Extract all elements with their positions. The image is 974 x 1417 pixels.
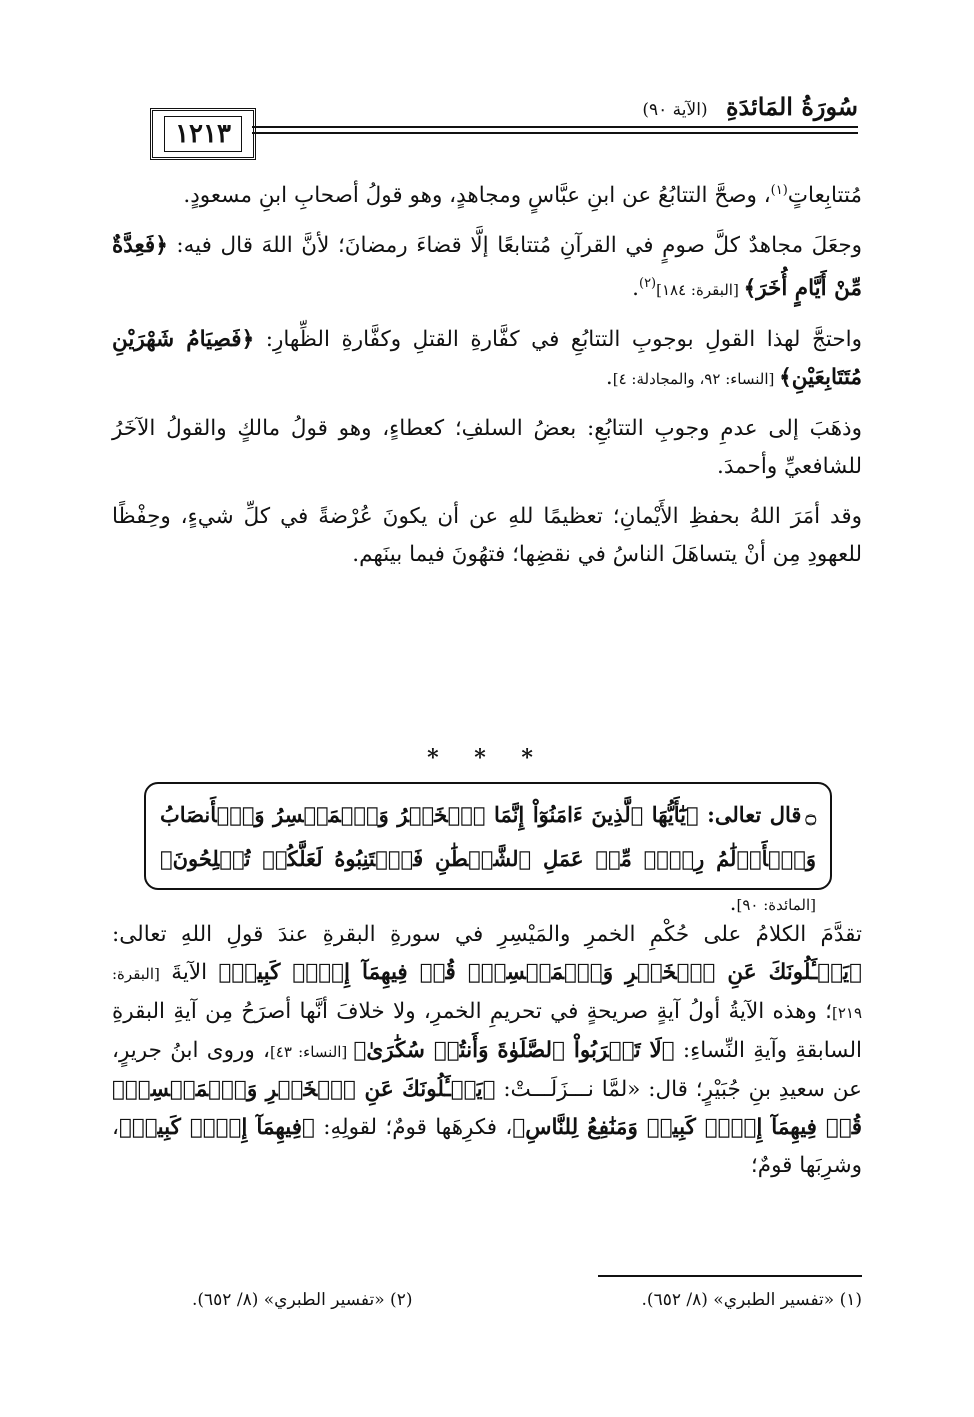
citation: [البقرة: ٢١٩] [112, 965, 862, 1022]
text: مُتتابِعاتٍ [787, 183, 862, 209]
text: . [605, 365, 613, 391]
paragraph: وقد أمَرَ اللهُ بحفظِ الأَيْمانِ؛ تعظيمًا للهِ عن أن يكونَ عُرْضةً في كلِّ شيءٍ، وحِفْظًا للعهودِ مِن أنْ يتساهَلَ الناسُ في نقضِها؛ فتهُونَ فيما بينَهم. [112, 504, 862, 568]
main-text [112, 172, 862, 574]
verse-box [144, 782, 832, 915]
text: وجعَلَ مجاهدٌ كلَّ صومٍ في القرآنِ مُتتابعًا إلَّا قضاءَ رمضانَ؛ لأنَّ اللهَ قال فيه: [167, 233, 862, 259]
page-number-box [150, 108, 256, 160]
text: . [632, 276, 639, 302]
text: ، وصحَّ التتابُعُ عن ابنِ عبَّاسٍ ومجاهدٍ، وهو قولُ أصحابِ ابنِ مسعودٍ. [183, 183, 771, 209]
verse-reference: (الآية ٩٠) [642, 100, 708, 120]
verse-text [160, 794, 816, 926]
quran-quote: ﴿يَسۡـَٔلُونَكَ عَنِ ٱلۡخَمۡرِ وَٱلۡمَيۡسِرِۖ قُلۡ فِيهِمَآ إِثۡمٞ كَبِيرٞ وَمَنَٰفِعُ لِلنَّاسِ﴾ [112, 1077, 862, 1140]
page-number: ١٢١٣ [164, 116, 242, 152]
verse-marker-icon: ۝ [805, 806, 816, 827]
text: ، فكرِهَها قومٌ؛ لقولِهِ: [314, 1115, 513, 1140]
main-text-continued [112, 916, 862, 1185]
footnote-1: (١) «تفسير الطبري» (٨/ ٦٥٢). [641, 1290, 862, 1310]
section-separator: * * * [427, 745, 547, 771]
header-rule [252, 132, 858, 134]
verse-lead: قال تعالى: [698, 802, 802, 827]
footnote-marker: (١) [770, 183, 788, 198]
citation: [البقرة: ١٨٤] [656, 281, 744, 300]
paragraph: وذهَبَ إلى عدمِ وجوبِ التتابُعِ: بعضُ السلفِ؛ كعطاءٍ، وهو قولُ مالكٍ والقولُ الآخَرُ للشافعيِّ وأحمدَ. [112, 416, 862, 480]
header-rule [252, 126, 858, 128]
paragraph [112, 172, 862, 215]
citation: [النساء: ٤٣] [269, 1043, 354, 1061]
quran-quote: ﴿فَصِيَامُ شَهْرَيْنِ مُتَتَابِعَيْنِ﴾ [112, 327, 862, 391]
paragraph [112, 916, 862, 1185]
text: الآيةَ [159, 960, 219, 985]
paragraph [112, 321, 862, 398]
quran-quote: ﴿فَعِدَّةٌ مِّنْ أَيَّامٍ أُخَرَ﴾ [112, 233, 862, 302]
quran-quote: ﴿يَٰٓأَيُّهَا ٱلَّذِينَ ءَامَنُوٓاْ إِنَّمَا ٱلۡخَمۡرُ وَٱلۡمَيۡسِرُ وَٱلۡأَنصَابُ وَٱلۡأَزۡلَٰمُ رِجۡسٞ مِّنۡ عَمَلِ ٱلشَّيۡطَٰنِ فَٱجۡتَنِبُوهُ لَعَلَّكُمۡ تُفۡلِحُونَ﴾ [160, 802, 816, 871]
footnote-divider [598, 1275, 862, 1277]
footnote-marker: (٢) [638, 276, 657, 292]
footnote-2: (٢) «تفسير الطبري» (٨/ ٦٥٢). [192, 1290, 413, 1310]
running-title [642, 92, 858, 121]
text: واحتجَّ لهذا القولِ بوجوبِ التتابُعِ في كفَّارةِ القتلِ وكفَّارةِ الظِّهارِ: [254, 327, 863, 353]
text: . [729, 891, 737, 915]
surah-title: سُورَةُ المَائدَةِ [725, 92, 858, 121]
footnotes [112, 1290, 862, 1310]
quran-quote: ﴿يَسۡـَٔلُونَكَ عَنِ ٱلۡخَمۡرِ وَٱلۡمَيۡسِرِۖ قُلۡ فِيهِمَآ إِثۡمٞ كَبِيرٞ﴾ [218, 960, 862, 985]
text: ، وشرِبَها قومٌ؛ [112, 1115, 862, 1178]
text: ؛ وهذه الآيةُ أولُ آيةٍ صريحةٍ في تحريمِ الخمرِ، ولا خلافَ أنَّها أصرَحُ مِن آيةِ البقرةِ السابقةِ وآيةِ النِّساءِ: [112, 999, 863, 1063]
quran-quote: ﴿فِيهِمَآ إِثۡمٞ كَبِيرٞ﴾ [118, 1115, 315, 1140]
page-header [110, 92, 858, 160]
quran-quote: ﴿لَا تَقۡرَبُواْ ٱلصَّلَوٰةَ وَأَنتُمۡ سُكَٰرَىٰ﴾ [353, 1038, 675, 1063]
text: تقدَّمَ الكلامُ على حُكْمِ الخمرِ والمَيْسِرِ في سورةِ البقرةِ عندَ قولِ اللهِ تعالى: [112, 922, 862, 947]
text: ، وروى ابنُ جريرٍ، عن سعيدِ بنِ جُبَيْرٍ؛ قال: «لمَّا نـــزَلَـــتْ: [112, 1038, 862, 1102]
citation: [المائدة: ٩٠] [736, 896, 816, 914]
paragraph [112, 227, 862, 309]
citation: [النساء: ٩٢، والمجادلة: ٤] [612, 370, 780, 389]
